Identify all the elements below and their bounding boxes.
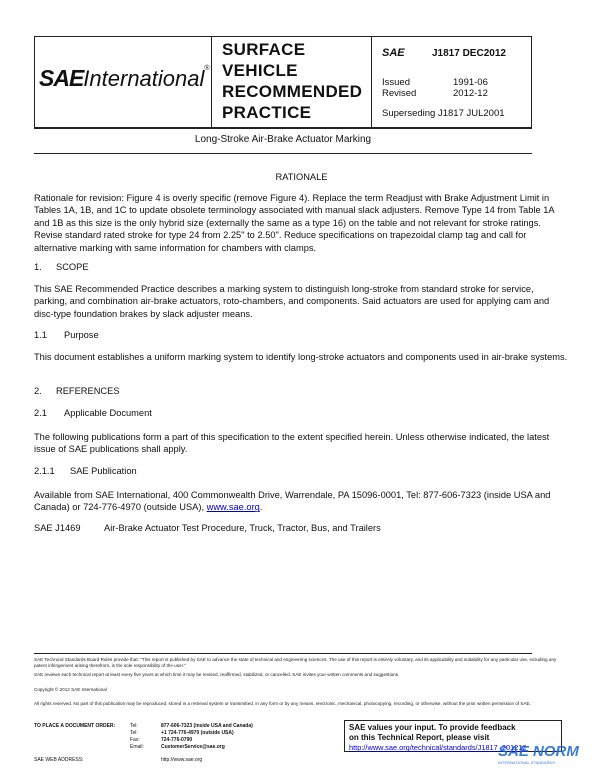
section-number: 2.1.1 (34, 466, 55, 476)
logo-international: International (83, 66, 205, 91)
section-2-1-1-heading (34, 466, 137, 476)
doc-number: J1817 DEC2012 (432, 48, 506, 59)
web-value[interactable]: http://www.sae.org (161, 757, 203, 763)
availability-text: Available from SAE International, 400 Commonwealth Drive, Warrendale, PA 15096-0001, Tel: 877-606-7323 (inside USA and Canada) or 724-776-4970 (outside USA), (34, 490, 551, 513)
footer-review: SAE reviews each technical report at least every five years at which time it may be revised, reaffirmed, stabilized, or cancelled. SAE invites your written comments and suggestions. (34, 672, 400, 677)
doc-type-line: VEHICLE (222, 61, 298, 80)
tel-label: Tel: (130, 723, 138, 729)
footer-copyright: Copyright © 2012 SAE International (34, 687, 107, 692)
doc-type-cell (212, 37, 372, 127)
tel-value: 877-606-7323 (inside USA and Canada) (161, 723, 253, 729)
feedback-link[interactable]: http://www.sae.org/technical/standards/J1817_201212 (349, 743, 527, 752)
issued-value: 1991-06 (453, 77, 488, 88)
doc-type-line: RECOMMENDED (222, 82, 363, 101)
logo-cell (35, 37, 212, 127)
section-1-1-heading (34, 330, 99, 340)
section-title: REFERENCES (56, 386, 120, 396)
issued-row (382, 77, 488, 88)
rationale-heading: RATIONALE (275, 172, 328, 182)
logo-sae: SAE (39, 65, 84, 91)
rationale-body: Rationale for revision: Figure 4 is overly specific (remove Figure 4). Replace the term Readjust with Brake Adjustment Limit in Tables 1A, 1B, and 1C to update obsolete terminology associated with manual slack adjusters. Remove Type 14 from Table 1A and 1B as this size is the only hybrid size (externally the same as a type 16) on the table and not relevant for stroke ratings. Revise standard rated stroke for type 24 from 2.25" to 2.50". Reduce specifications on trapezoidal clamp tag and call for alternative marking with same information for chambers with clamps. (34, 193, 555, 253)
watermark-subtext: INTERNATIONAL STANDARDS (498, 760, 556, 765)
issued-label: Issued (382, 77, 410, 88)
reference-entry (34, 523, 381, 533)
revised-label: Revised (382, 88, 417, 99)
email-label: Email: (130, 744, 144, 750)
section-title: Applicable Document (64, 408, 152, 418)
section-2-heading (34, 386, 120, 396)
fax-value: 724-776-0790 (161, 737, 193, 743)
reference-title: Air-Brake Actuator Test Procedure, Truck, Tractor, Bus, and Trailers (104, 523, 381, 533)
sae-publication-body: Available from SAE International, 400 Commonwealth Drive, Warrendale, PA 15096-0001, Tel: 877-606-7323 (inside USA and Canada) or 724-776-4970 (outside USA), www.sae.org. (34, 490, 551, 513)
title-divider-bottom (34, 153, 532, 154)
section-1-heading (34, 262, 89, 272)
scope-body: This SAE Recommended Practice describes a marking system to distinguish long-stroke from standard stroke for service, parking, and combination air-brake actuators, roto-chambers, and components. Said actuators are used for applying cam and disc-type foundation brakes by slack adjuster means. (34, 284, 550, 319)
section-number: 2.1 (34, 408, 47, 418)
tel2-label: Tel: (130, 730, 138, 736)
logo-reg: ® (204, 65, 210, 72)
sae-org-link[interactable]: www.sae.org (206, 502, 260, 513)
web-label: SAE WEB ADDRESS: (34, 757, 84, 763)
footer-divider (34, 653, 532, 654)
section-number: 2. (34, 386, 42, 396)
footer-rights: All rights reserved. No part of this publication may be reproduced, stored in a retrieval system or transmitted, in any form or by any means, electronic, mechanical, photocopying, recording, or otherwise, without the prior written permission of SAE. (34, 701, 531, 706)
doc-meta-cell (372, 37, 531, 127)
feedback-line-1: SAE values your input. To provide feedback (349, 723, 516, 732)
feedback-line-2: on this Technical Report, please visit (349, 733, 490, 742)
revised-value: 2012-12 (453, 88, 488, 99)
document-header (34, 36, 532, 128)
section-number: 1. (34, 262, 42, 272)
doc-type (222, 39, 362, 123)
reference-id: SAE J1469 (34, 523, 81, 533)
document-title: Long-Stroke Air-Brake Actuator Marking (194, 134, 372, 145)
doc-type-line: SURFACE (222, 40, 306, 59)
section-number: 1.1 (34, 330, 47, 340)
watermark-logo (498, 743, 579, 765)
sae-mini-logo: SAE (382, 47, 405, 59)
section-title: SCOPE (56, 262, 89, 272)
section-2-1-heading (34, 408, 152, 418)
sae-international-logo (39, 65, 210, 92)
doc-type-line: PRACTICE (222, 103, 312, 122)
fax-label: Fax: (130, 737, 140, 743)
watermark-text: SAE NORM (498, 743, 579, 760)
footer-board-rules: SAE Technical Standards Board Rules provide that: "This report is published by SAE to advance the state of technical and engineering sciences. The use of this report is entirely voluntary, and its applicability and suitability for any particular use, including any patent infringement arising therefrom, is the sole responsibility of the user." (34, 657, 557, 668)
tel2-value: +1 724-776-4970 (outside USA) (161, 730, 234, 736)
revised-row (382, 88, 488, 99)
section-title: Purpose (64, 330, 99, 340)
superseding: Superseding J1817 JUL2001 (382, 108, 505, 119)
title-divider-top (34, 128, 532, 129)
applicable-docs-body: The following publications form a part of this specification to the extent specified herein. Unless otherwise indicated, the latest issue of SAE publications shall apply. (34, 432, 550, 455)
section-title: SAE Publication (70, 466, 137, 476)
purpose-body: This document establishes a uniform marking system to identify long-stroke actuators and components used in air-brake systems. (34, 352, 568, 362)
order-label: TO PLACE A DOCUMENT ORDER: (34, 723, 116, 729)
email-value[interactable]: CustomerService@sae.org (161, 744, 225, 750)
